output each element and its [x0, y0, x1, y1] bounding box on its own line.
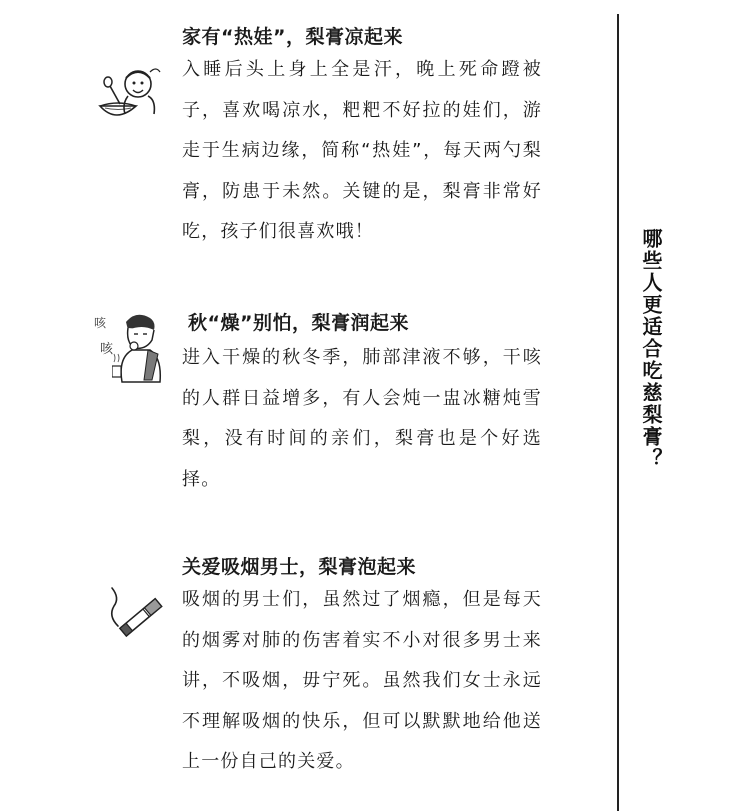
section-body: 进入干燥的秋冬季，肺部津液不够，干咳的人群日益增多，有人会炖一盅冰糖炖雪梨，没有时间的亲们，梨膏也是个好选择。 [182, 347, 542, 490]
section-heading: 家有“热娃”，梨膏凉起来 [182, 26, 403, 48]
boy-eating-icon [92, 58, 164, 128]
coughing-man-icon [94, 310, 164, 384]
section-body: 入睡后头上身上全是汗，晚上死命蹬被子，喜欢喝凉水，粑粑不好拉的娃们，游走于生病边缘，简称“热娃”，每天两勺梨膏，防患于未然。关键的是，梨膏非常好吃，孩子们很喜欢哦！ [182, 59, 542, 242]
cigarette-icon [104, 582, 168, 638]
cough-text: 咳 [100, 342, 114, 357]
section-heading: 秋“燥”别怕，梨膏润起来 [188, 312, 409, 334]
cough-text: 咳 [94, 316, 107, 330]
section-heading: 关爱吸烟男士，梨膏泡起来 [182, 556, 417, 578]
section-body: 吸烟的男士们，虽然过了烟瘾，但是每天的烟雾对肺的伤害着实不小对很多男士来讲，不吸烟，毋宁死。虽然我们女士永远不理解吸烟的快乐，但可以默默地给他送上一份自己的关爱。 [182, 589, 542, 772]
vertical-divider [617, 14, 619, 811]
sidebar-title: 哪些人更适合吃慈梨膏？ [639, 228, 663, 470]
